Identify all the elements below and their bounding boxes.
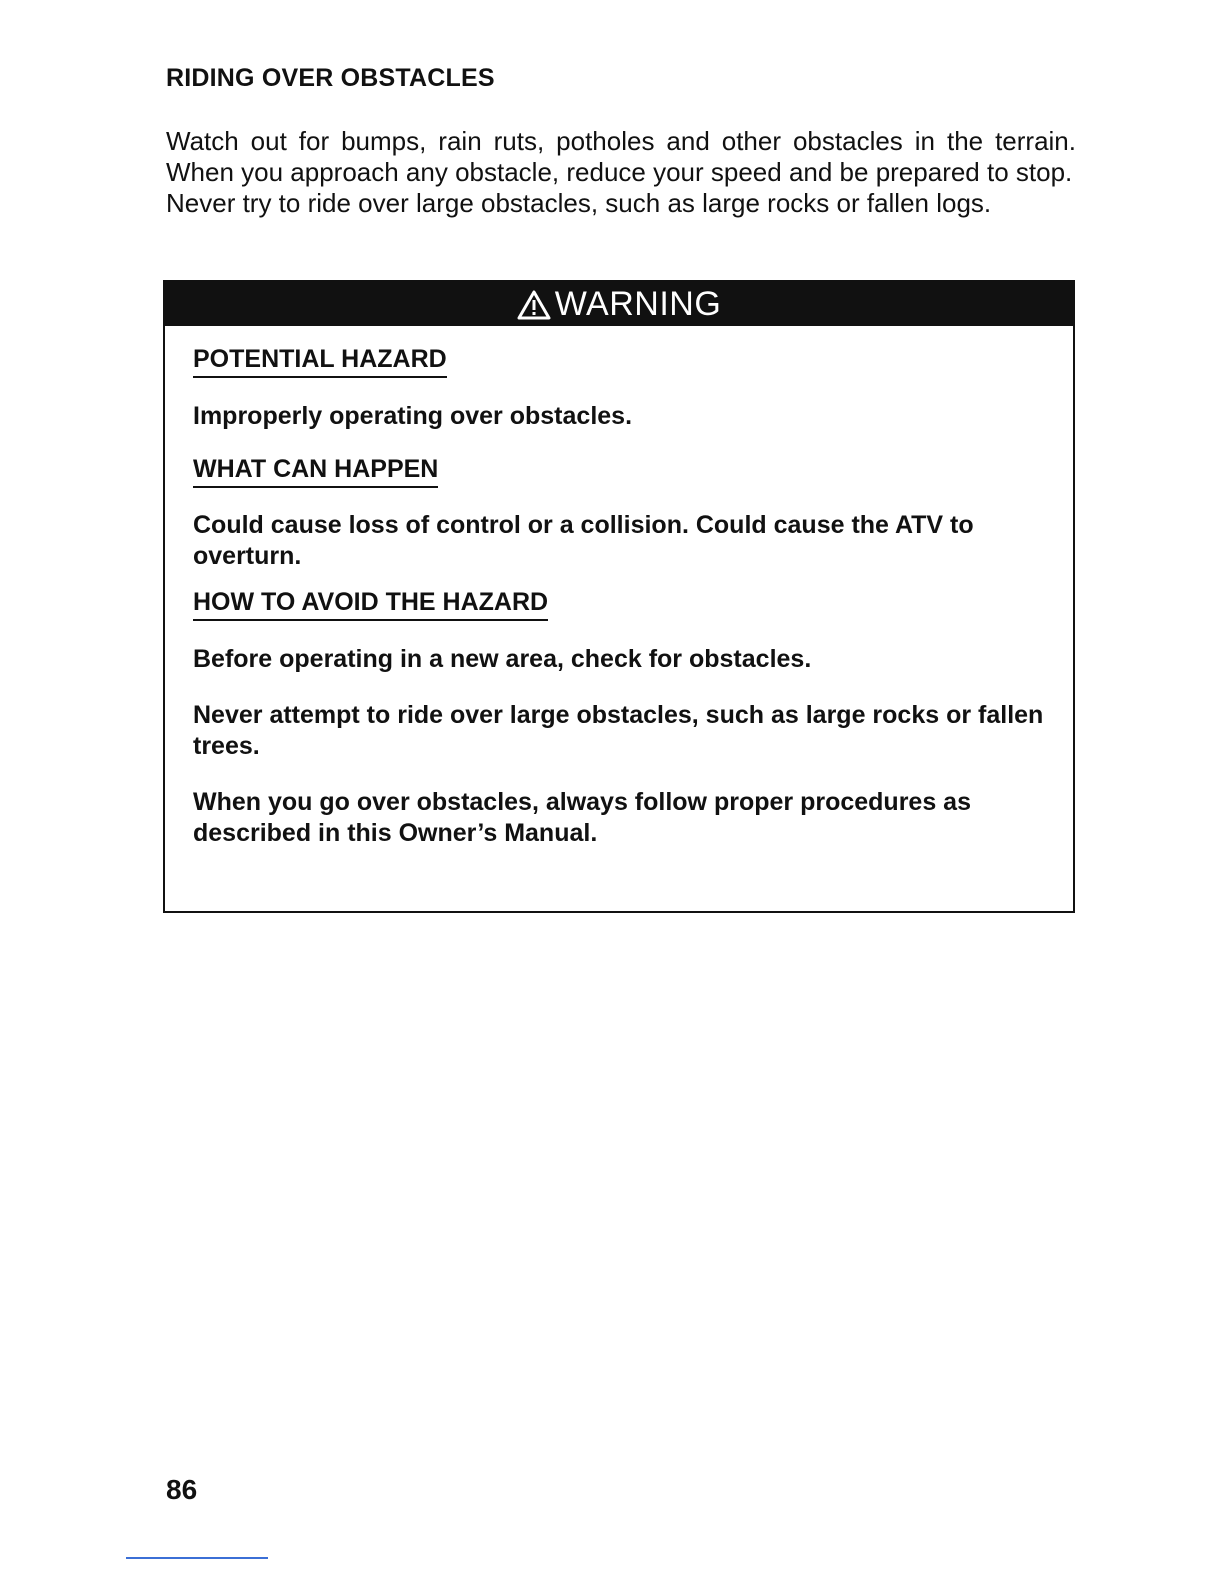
footer-rule <box>126 1557 268 1559</box>
warning-header <box>165 282 1073 326</box>
how-to-avoid-heading: HOW TO AVOID THE HAZARD <box>193 588 548 621</box>
how-to-avoid-item: When you go over obstacles, always follow proper procedures as described in this Owner’s Manual. <box>193 788 971 847</box>
alert-triangle-icon <box>517 290 551 320</box>
potential-hazard-text: Improperly operating over obstacles. <box>193 402 633 430</box>
intro-text <box>166 126 1076 219</box>
potential-hazard-heading: POTENTIAL HAZARD <box>193 345 447 378</box>
warning-box <box>163 280 1075 913</box>
intro-paragraph-2: Never try to ride over large obstacles, such as large rocks or fallen logs. <box>166 188 992 218</box>
intro-paragraph-1: Watch out for bumps, rain ruts, potholes and other obstacles in the terrain. When you approach any obstacle, reduce your speed and be prepared to stop. <box>166 126 1076 187</box>
what-can-happen-heading: WHAT CAN HAPPEN <box>193 455 438 488</box>
warning-content <box>165 345 1073 849</box>
how-to-avoid-item: Before operating in a new area, check for obstacles. <box>193 645 812 673</box>
section-title: RIDING OVER OBSTACLES <box>166 64 495 92</box>
what-can-happen-text: Could cause loss of control or a collision. Could cause the ATV to overturn. <box>193 511 974 570</box>
warning-label: WARNING <box>554 284 722 323</box>
page-number: 86 <box>166 1474 198 1505</box>
how-to-avoid-item: Never attempt to ride over large obstacles, such as large rocks or fallen trees. <box>193 701 1044 760</box>
